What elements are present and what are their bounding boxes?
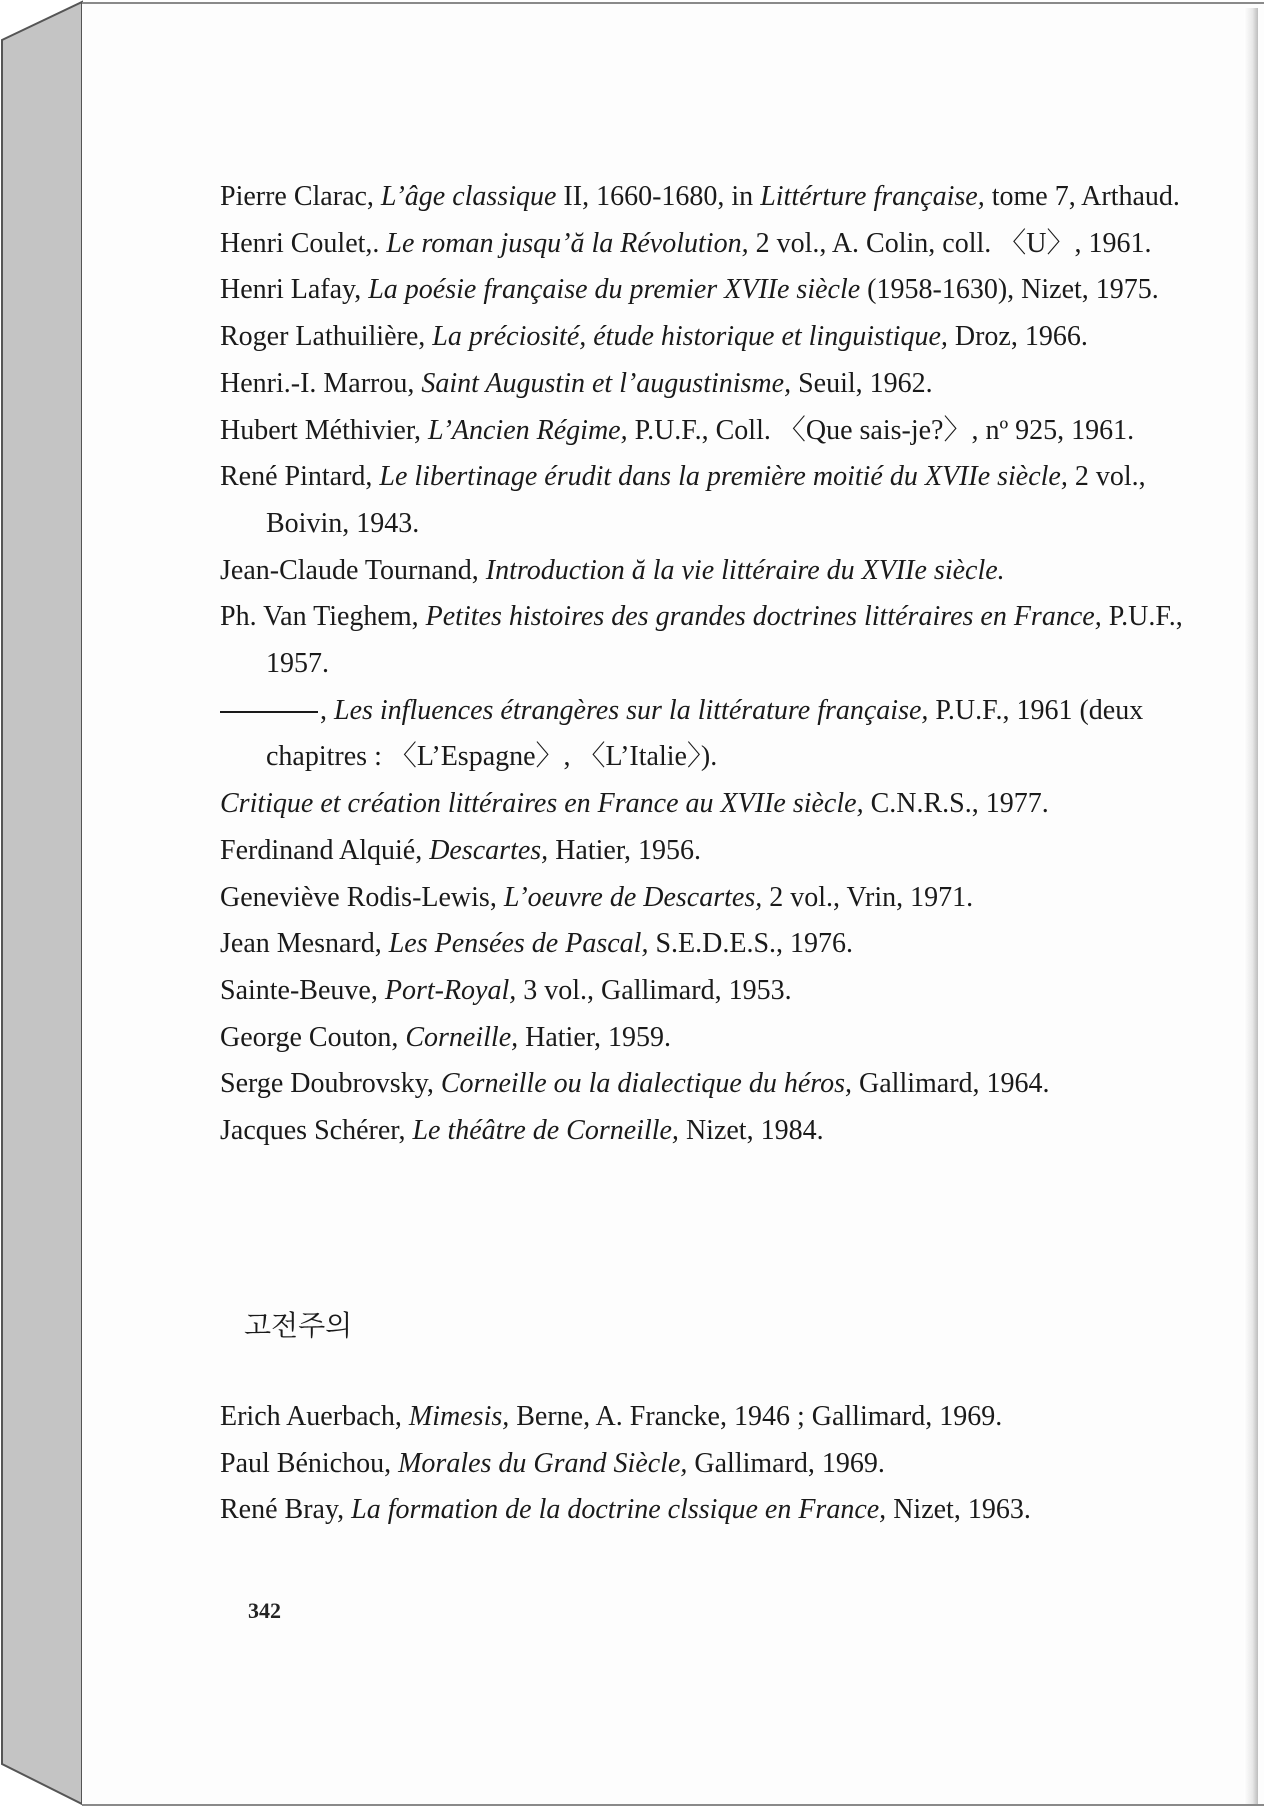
bibliography-entry: George Couton, Corneille, Hatier, 1959. xyxy=(220,1021,671,1053)
bibliography-entry: Ferdinand Alquié, Descartes, Hatier, 1956. xyxy=(220,834,702,866)
section-heading: 고전주의 xyxy=(244,1309,353,1342)
bibliography-list-classicism xyxy=(220,1394,1230,1534)
bibliography-entry: Critique et création littéraires en France au XVIIe siècle, C.N.R.S., 1977. xyxy=(220,788,1049,820)
page-edge-shadow xyxy=(1244,8,1258,1804)
bibliography-entry: Roger Lathuilière, La préciosité, étude historique et linguistique, Droz, 1966. xyxy=(220,321,1088,353)
bibliography-entry: Hubert Méthivier, L’Ancien Régime, P.U.F., Coll. 〈Que sais-je?〉, nº 925, 1961. xyxy=(220,414,1135,446)
bibliography-entry: René Bray, La formation de la doctrine clssique en France, Nizet, 1963. xyxy=(220,1494,1031,1526)
bibliography-entry: Geneviève Rodis-Lewis, L’oeuvre de Descartes, 2 vol., Vrin, 1971. xyxy=(220,881,974,913)
bibliography-entry: Ph. Van Tieghem, Petites histoires des grandes doctrines littéraires en France, P.U.F., 1957. xyxy=(220,601,1183,680)
bibliography-entry: Paul Bénichou, Morales du Grand Siècle, Gallimard, 1969. xyxy=(220,1447,885,1479)
bibliography-entry: Henri.-I. Marrou, Saint Augustin et l’augustinisme, Seuil, 1962. xyxy=(220,367,933,399)
bibliography-entry: Erich Auerbach, Mimesis, Berne, A. Francke, 1946 ; Gallimard, 1969. xyxy=(220,1401,1003,1432)
bibliography-entry: , Les influences étrangères sur la littérature française, P.U.F., 1961 (deux chapitres : 〈L’Espagne〉, 〈L’Italie〉). xyxy=(220,688,1230,781)
bibliography-entry: Jean-Claude Tournand, Introduction ă la vie littéraire du XVIIe siècle. xyxy=(220,554,1005,586)
bibliography-entry: Sainte-Beuve, Port-Royal, 3 vol., Gallimard, 1953. xyxy=(220,974,792,1006)
bibliography-entry: Jacques Schérer, Le théâtre de Corneille, Nizet, 1984. xyxy=(220,1115,824,1147)
page-number: 342 xyxy=(248,1598,281,1623)
ditto-dash xyxy=(220,711,318,713)
book-spine xyxy=(0,0,90,1806)
bibliography-entry: Jean Mesnard, Les Pensées de Pascal, S.E.D.E.S., 1976. xyxy=(220,928,854,960)
bibliography-entry: Serge Doubrovsky, Corneille ou la dialectique du héros, Gallimard, 1964. xyxy=(220,1068,1050,1100)
book-page xyxy=(82,2,1264,1806)
bibliography-entry: René Pintard, Le libertinage érudit dans la première moitié du XVIIe siècle, 2 vol., Boivin, 1943. xyxy=(220,461,1146,539)
bibliography-entry: Henri Coulet,. Le roman jusqu’ă la Révolution, 2 vol., A. Colin, coll. 〈U〉, 1961. xyxy=(220,227,1152,259)
bibliography-list xyxy=(220,174,1230,1155)
bibliography-entry: Henri Lafay, La poésie française du premier XVIIe siècle (1958-1630), Nizet, 1975. xyxy=(220,274,1159,306)
bibliography-entry: Pierre Clarac, L’âge classique II, 1660-1680, in Littérture française, tome 7, Arthaud. xyxy=(220,181,1180,212)
